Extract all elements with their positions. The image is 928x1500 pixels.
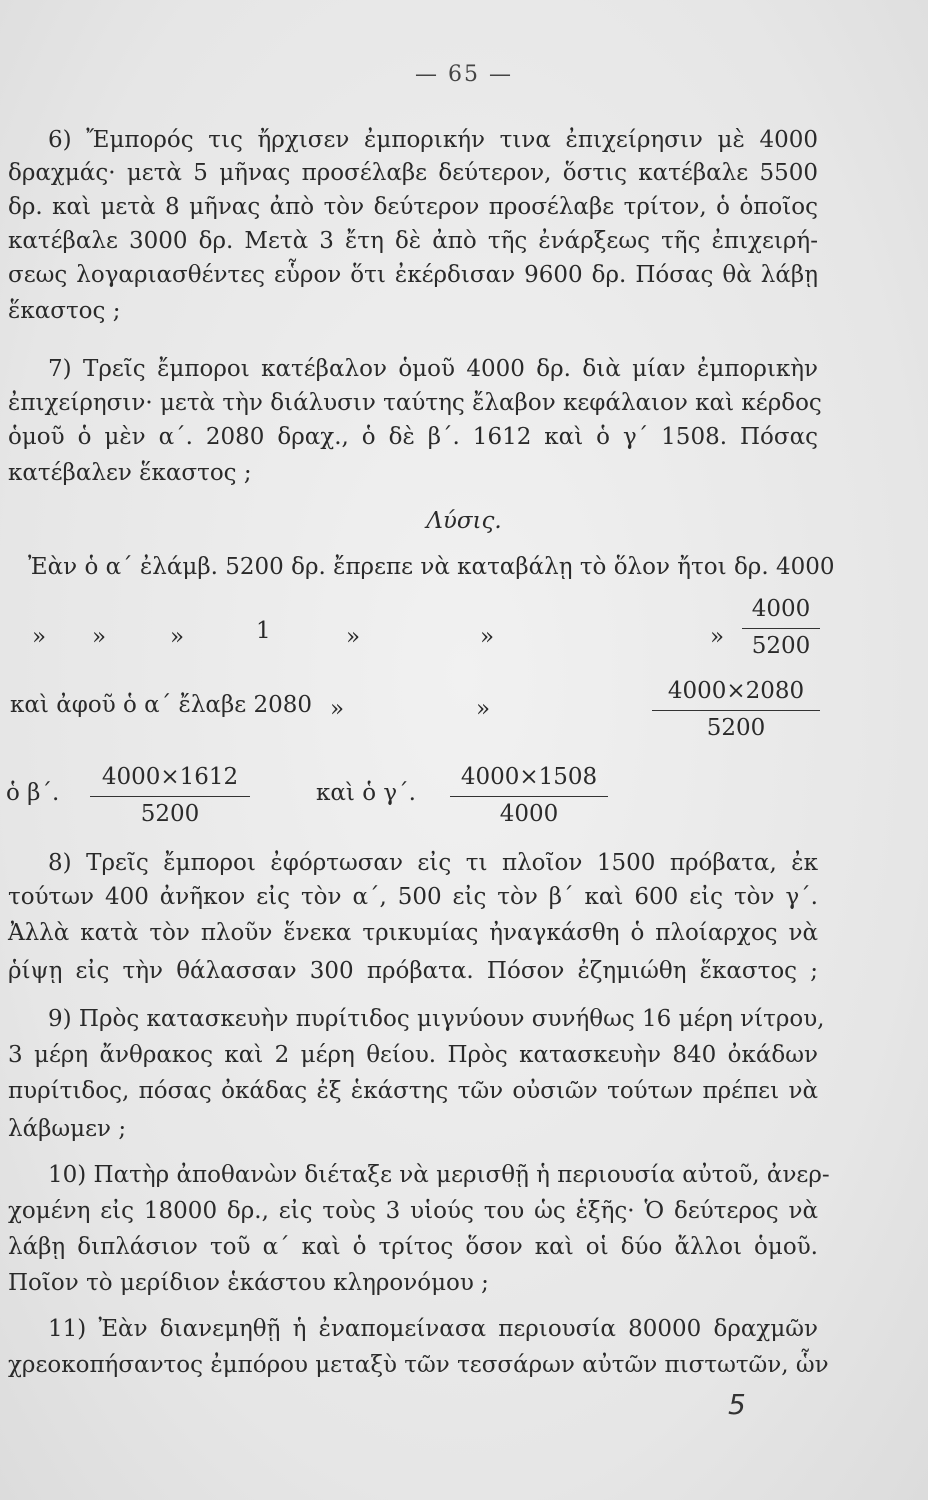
fraction-2 — [652, 676, 820, 743]
ditto-mark: » — [32, 624, 47, 650]
problem-9-line: 9) Πρὸς κατασκευὴν πυρίτιδος μιγνύουν συνήθως 16 μέρη νίτρου, — [48, 1006, 825, 1032]
ditto-mark: » — [330, 696, 345, 722]
gamma-label: καὶ ὁ γ΄. — [316, 780, 416, 806]
ditto-mark: » — [92, 624, 107, 650]
fraction-4 — [450, 762, 608, 829]
problem-10-line: λάβῃ διπλάσιον τοῦ α΄ καὶ ὁ τρίτος ὅσον καὶ οἱ δύο ἄλλοι ὁμοῦ. — [8, 1234, 818, 1260]
problem-6-line: 6) Ἔμπορός τις ἤρχισεν ἐμπορικήν τινα ἐπιχείρησιν μὲ 4000 — [48, 127, 818, 153]
problem-8-line: 8) Τρεῖς ἔμποροι ἐφόρτωσαν εἰς τι πλοῖον 1500 πρόβατα, ἐκ — [48, 850, 818, 876]
ditto-mark: » — [170, 624, 185, 650]
solution-heading: Λύσις. — [426, 508, 502, 534]
problem-6-line: δραχμάς· μετὰ 5 μῆνας προσέλαβε δεύτερον, ὅστις κατέβαλε 5500 — [8, 160, 818, 186]
problem-10-line: 10) Πατὴρ ἀποθανὼν διέταξε νὰ μερισθῇ ἡ περιουσία αὐτοῦ, ἀνερ- — [48, 1162, 830, 1188]
fraction-denominator: 5200 — [751, 633, 811, 659]
problem-9-line: 3 μέρη ἄνθρακος καὶ 2 μέρη θείου. Πρὸς κατασκευὴν 840 ὀκάδων — [8, 1042, 818, 1068]
ditto-mark: » — [480, 624, 495, 650]
fraction-denominator: 5200 — [140, 801, 200, 827]
problem-6-line: σεως λογαριασθέντες εὗρον ὅτι ἐκέρδισαν 9600 δρ. Πόσας θὰ λάβῃ — [8, 262, 818, 288]
problem-7-line: ἐπιχείρησιν· μετὰ τὴν διάλυσιν ταύτης ἔλαβον κεφάλαιον καὶ κέρδος — [8, 390, 822, 416]
problem-7-line: ὁμοῦ ὁ μὲν α΄. 2080 δραχ., ὁ δὲ β΄. 1612 καὶ ὁ γ΄ 1508. Πόσας — [8, 424, 818, 450]
problem-6-line: ἕκαστος ; — [8, 298, 121, 324]
beta-label: ὁ β΄. — [6, 780, 60, 806]
problem-9-line: λάβωμεν ; — [8, 1116, 127, 1142]
problem-11-line: χρεοκοπήσαντος ἐμπόρου μεταξὺ τῶν τεσσάρων αὐτῶν πιστωτῶν, ὧν — [8, 1352, 829, 1378]
signature-number: 5 — [728, 1388, 746, 1421]
fraction-denominator: 4000 — [499, 801, 559, 827]
solution-line: Ἐὰν ὁ α΄ ἐλάμβ. 5200 δρ. ἔπρεπε νὰ καταβάλῃ τὸ ὅλον ἤτοι δρ. 4000 — [28, 554, 835, 580]
ditto-value: 1 — [256, 618, 271, 644]
fraction-numerator: 4000×1508 — [460, 764, 598, 790]
fraction-1 — [742, 594, 820, 661]
fraction-numerator: 4000×2080 — [667, 678, 805, 704]
problem-6-line: κατέβαλε 3000 δρ. Μετὰ 3 ἔτη δὲ ἀπὸ τῆς ἐνάρξεως τῆς ἐπιχειρή- — [8, 228, 818, 254]
page-number: — 65 — — [415, 62, 513, 87]
ditto-mark: » — [476, 696, 491, 722]
problem-8-line: ῥίψῃ εἰς τὴν θάλασσαν 300 πρόβατα. Πόσον ἐζημιώθη ἕκαστος ; — [8, 958, 818, 984]
problem-11-line: 11) Ἐὰν διανεμηθῇ ἡ ἐναπομείνασα περιουσία 80000 δραχμῶν — [48, 1316, 818, 1342]
problem-8-line: τούτων 400 ἀνῆκον εἰς τὸν α΄, 500 εἰς τὸν β΄ καὶ 600 εἰς τὸν γ΄. — [8, 884, 818, 910]
fraction-denominator: 5200 — [706, 715, 766, 741]
problem-10-line: χομένη εἰς 18000 δρ., εἰς τοὺς 3 υἱούς του ὡς ἑξῆς· Ὁ δεύτερος νὰ — [8, 1198, 818, 1224]
problem-8-line: Ἀλλὰ κατὰ τὸν πλοῦν ἕνεκα τρικυμίας ἠναγκάσθη ὁ πλοίαρχος νὰ — [8, 920, 818, 946]
fraction-numerator: 4000×1612 — [101, 764, 239, 790]
problem-7-line: κατέβαλεν ἕκαστος ; — [8, 460, 252, 486]
fraction-3 — [90, 762, 250, 829]
problem-7-line: 7) Τρεῖς ἔμποροι κατέβαλον ὁμοῦ 4000 δρ. διὰ μίαν ἐμπορικὴν — [48, 356, 818, 382]
problem-6-line: δρ. καὶ μετὰ 8 μῆνας ἀπὸ τὸν δεύτερον προσέλαβε τρίτον, ὁ ὁποῖος — [8, 194, 818, 220]
fraction-numerator: 4000 — [751, 596, 811, 622]
ditto-mark: » — [346, 624, 361, 650]
ditto-mark: » — [710, 624, 725, 650]
problem-9-line: πυρίτιδος, πόσας ὀκάδας ἐξ ἑκάστης τῶν οὐσιῶν τούτων πρέπει νὰ — [8, 1078, 818, 1104]
solution-line: καὶ ἀφοῦ ὁ α΄ ἔλαβε 2080 — [10, 692, 313, 718]
problem-10-line: Ποῖον τὸ μερίδιον ἑκάστου κληρονόμου ; — [8, 1270, 489, 1296]
